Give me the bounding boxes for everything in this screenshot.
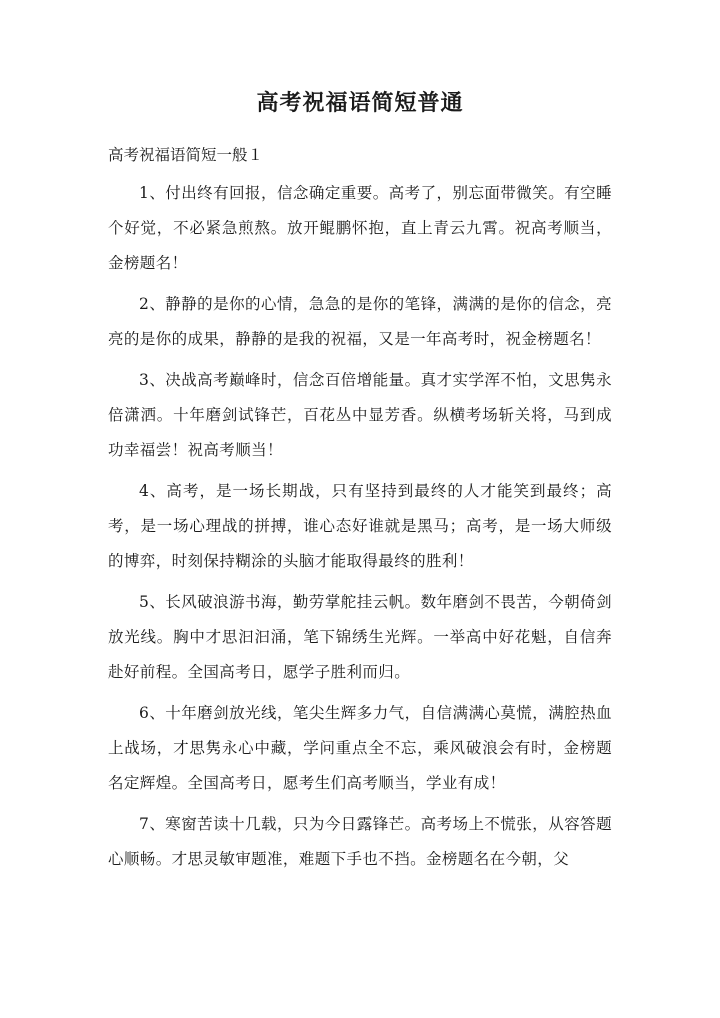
paragraph-7: 7、寒窗苦读十几载，只为今日露锋芒。高考场上不慌张，从容答题心顺畅。才思灵敏审题准，难题下手也不挡。金榜题名在今朝，父 <box>108 815 612 868</box>
paragraph-4: 4、高考，是一场长期战，只有坚持到最终的人才能笑到最终；高考，是一场心理战的拼搏，谁心态好谁就是黑马；高考，是一场大师级的博弈，时刻保持糊涂的头脑才能取得最终的胜利！ <box>108 482 612 570</box>
paragraph-6: 6、十年磨剑放光线，笔尖生辉多力气，自信满满心莫慌，满腔热血上战场，才思隽永心中藏，学问重点全不忘，乘风破浪会有时，金榜题名定辉煌。全国高考日，愿考生们高考顺当，学业有成！ <box>108 704 612 792</box>
section-subtitle: 高考祝福语简短一般１ <box>108 146 264 164</box>
paragraph-5: 5、长风破浪游书海，勤劳掌舵挂云帆。数年磨剑不畏苦，今朝倚剑放光线。胸中才思汩汩涌，笔下锦绣生光辉。一举高中好花魁，自信奔赴好前程。全国高考日，愿学子胜利而归。 <box>108 593 612 681</box>
paragraph-3: 3、决战高考巅峰时，信念百倍增能量。真才实学浑不怕，文思隽永倍潇洒。十年磨剑试锋芒，百花丛中显芳香。纵横考场斩关将，马到成功幸福尝！祝高考顺当！ <box>108 371 612 459</box>
paragraph-1: 1、付出终有回报，信念确定重要。高考了，别忘面带微笑。有空睡个好觉，不必紧急煎熬。放开鲲鹏怀抱，直上青云九霄。祝高考顺当，金榜题名！ <box>108 184 612 272</box>
page-title: 高考祝福语简短普通 <box>256 90 464 116</box>
paragraph-2: 2、静静的是你的心情，急急的是你的笔锋，满满的是你的信念，亮亮的是你的成果，静静的是我的祝福，又是一年高考时，祝金榜题名！ <box>108 295 612 348</box>
